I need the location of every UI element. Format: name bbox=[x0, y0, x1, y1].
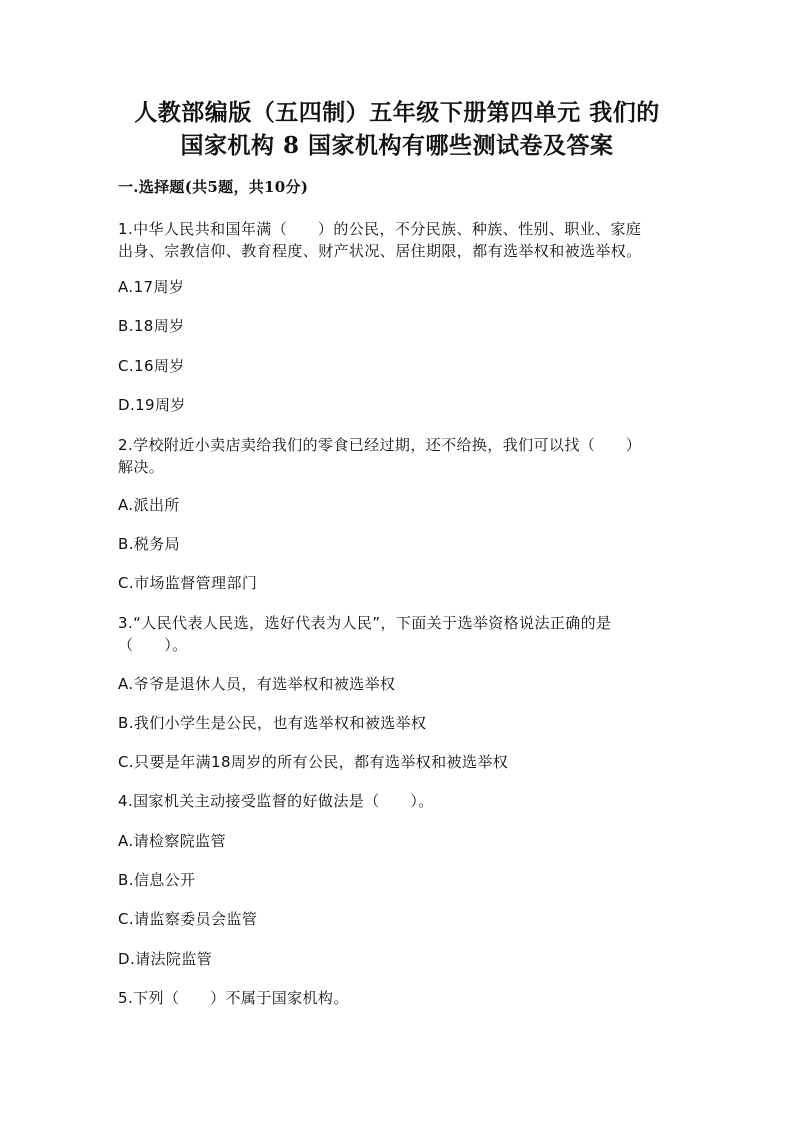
question-2-stem-line-2: 解决。 bbox=[118, 458, 165, 476]
question-5-stem-line-1: 5.下列（ ）不属于国家机构。 bbox=[118, 989, 349, 1007]
question-4-option-b: B.信息公开 bbox=[118, 871, 196, 889]
question-3-stem-line-1: 3.“人民代表人民选，选好代表为人民”，下面关于选举资格说法正确的是 bbox=[118, 614, 612, 632]
question-2-stem-line-1: 2.学校附近小卖店卖给我们的零食已经过期，还不给换，我们可以找（ ） bbox=[118, 436, 642, 454]
document-title-line-2: 国家机构 8 国家机构有哪些测试卷及答案 bbox=[180, 132, 614, 159]
question-1-option-d: D.19周岁 bbox=[118, 396, 186, 414]
section-heading: 一.选择题(共5题，共10分) bbox=[118, 178, 309, 196]
question-1-option-a: A.17周岁 bbox=[118, 278, 185, 296]
question-3-stem-line-2: （ ）。 bbox=[118, 636, 188, 654]
question-1-option-c: C.16周岁 bbox=[118, 357, 185, 375]
question-4-option-a: A.请检察院监管 bbox=[118, 832, 226, 850]
question-4-option-d: D.请法院监管 bbox=[118, 950, 213, 968]
question-4-stem-line-1: 4.国家机关主动接受监督的好做法是（ ）。 bbox=[118, 792, 434, 810]
question-4-option-c: C.请监察委员会监管 bbox=[118, 910, 258, 928]
question-1-stem-line-1: 1.中华人民共和国年满（ ）的公民，不分民族、种族、性别、职业、家庭 bbox=[118, 220, 642, 238]
question-2-option-c: C.市场监督管理部门 bbox=[118, 574, 258, 592]
question-3-option-a: A.爷爷是退休人员，有选举权和被选举权 bbox=[118, 675, 396, 693]
question-1-stem-line-2: 出身、宗教信仰、教育程度、财产状况、居住期限，都有选举权和被选举权。 bbox=[118, 242, 642, 260]
question-2-option-b: B.税务局 bbox=[118, 535, 181, 553]
question-2-option-a: A.派出所 bbox=[118, 496, 180, 514]
question-3-option-b: B.我们小学生是公民，也有选举权和被选举权 bbox=[118, 714, 427, 732]
question-3-option-c: C.只要是年满18周岁的所有公民，都有选举权和被选举权 bbox=[118, 753, 509, 771]
question-1-option-b: B.18周岁 bbox=[118, 317, 185, 335]
document-title-line-1: 人教部编版（五四制）五年级下册第四单元 我们的 bbox=[134, 99, 660, 126]
